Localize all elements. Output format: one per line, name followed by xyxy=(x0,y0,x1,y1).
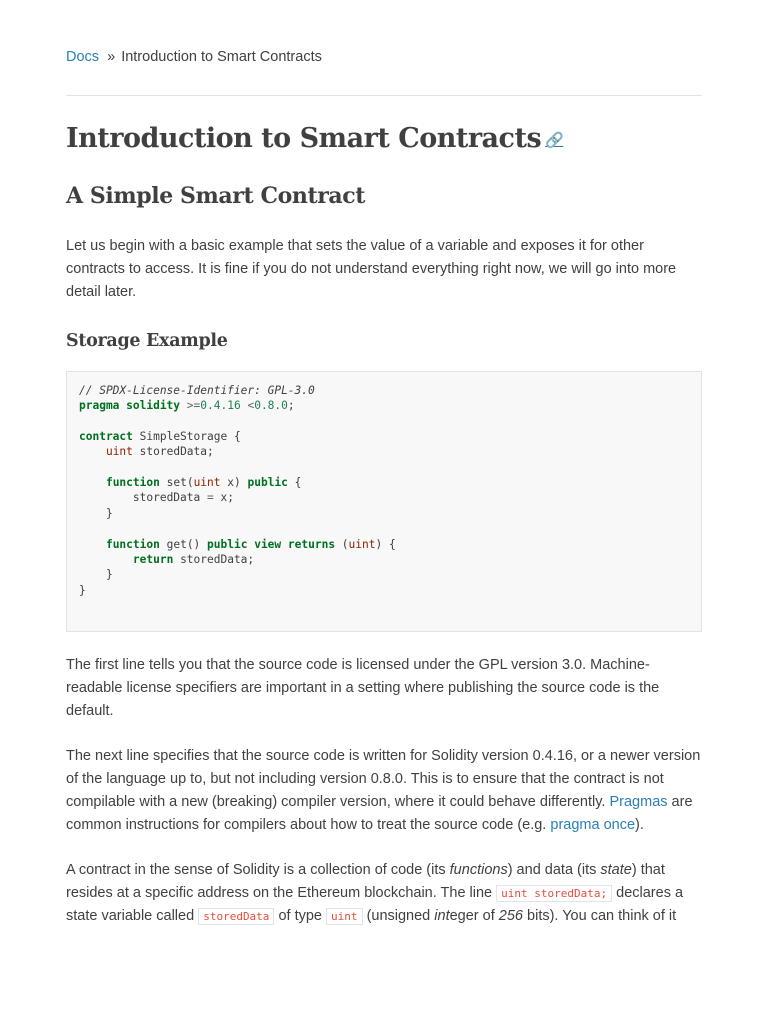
emphasis-functions: functions xyxy=(449,861,508,878)
code-keyword: function xyxy=(105,537,160,551)
code-keyword: public xyxy=(207,537,248,551)
code-operator: >= xyxy=(186,398,201,412)
page-title xyxy=(66,122,702,157)
headerlink-icon[interactable]: 🔗 xyxy=(545,130,564,149)
section-heading: A Simple Smart Contract xyxy=(66,182,366,209)
code-number: 0.4.16 xyxy=(200,398,241,412)
contract-paragraph-text: eger of xyxy=(449,907,495,924)
contract-paragraph-text: A contract in the sense of Solidity is a collection of code (its xyxy=(66,861,446,878)
inline-code-storeddata: storedData xyxy=(198,908,274,925)
contract-paragraph xyxy=(66,859,702,928)
code-keyword: contract xyxy=(79,429,133,443)
contract-paragraph-text: of type xyxy=(278,907,322,924)
code-comment: // SPDX-License-Identifier: GPL-3.0 xyxy=(79,383,315,397)
license-paragraph: The first line tells you that the source code is licensed under the GPL version 3.0. Machine-readable license specifiers are important in a setting where publishing the source code is the default. xyxy=(66,656,660,719)
contract-paragraph-text: ) that resides at a specific address on the Ethereum blockchain. The line xyxy=(66,861,665,901)
code-identifier: x xyxy=(220,491,228,505)
pragmas-link[interactable]: Pragmas xyxy=(609,793,668,810)
code-operator: = xyxy=(207,491,214,505)
code-keyword: view xyxy=(254,537,282,551)
code-identifier: storedData xyxy=(180,552,248,566)
contract-paragraph-text: bits). You can think of it xyxy=(527,907,677,924)
code-identifier: storedData xyxy=(132,491,201,505)
code-type: uint xyxy=(348,537,376,551)
contract-paragraph-text: (unsigned xyxy=(366,907,431,924)
pragma-paragraph xyxy=(66,745,702,837)
breadcrumb-current: Introduction to Smart Contracts xyxy=(121,49,322,65)
emphasis-256: 256 xyxy=(498,907,523,924)
pragma-once-link[interactable]: pragma once xyxy=(550,816,636,833)
inline-code-uint: uint xyxy=(326,908,363,925)
code-keyword: public xyxy=(247,475,288,489)
emphasis-state: state xyxy=(600,861,632,878)
breadcrumb xyxy=(66,0,702,75)
pragma-paragraph-mid: are common instructions for compilers about how to treat the source code (e.g. xyxy=(66,793,693,833)
code-identifier: SimpleStorage xyxy=(139,429,228,443)
code-number: 0.8.0 xyxy=(254,398,288,412)
code-pragma-keyword: pragma solidity xyxy=(79,398,181,412)
subsection-heading: Storage Example xyxy=(66,330,228,351)
contract-paragraph-text: declares a state variable called xyxy=(66,884,684,924)
page-title-text: Introduction to Smart Contracts xyxy=(66,123,542,154)
breadcrumb-separator: » xyxy=(107,49,116,65)
pragma-paragraph-end: ). xyxy=(635,816,644,833)
code-keyword: function xyxy=(105,475,160,489)
breadcrumb-docs-link[interactable]: Docs xyxy=(66,49,100,65)
breadcrumb-divider xyxy=(66,95,702,96)
intro-paragraph: Let us begin with a basic example that sets the value of a variable and exposes it for other contracts to access. It is fine if you do not understand everything right now, we will go into more detail later. xyxy=(66,237,677,300)
inline-code-uint-storeddata: uint storedData; xyxy=(496,885,612,902)
code-operator: < xyxy=(247,398,255,412)
contract-paragraph-text: ) and data (its xyxy=(507,861,597,878)
code-block[interactable] xyxy=(66,371,702,632)
code-identifier: set xyxy=(166,475,187,489)
code-type: uint xyxy=(105,445,133,459)
code-type: uint xyxy=(193,475,221,489)
emphasis-int: int xyxy=(434,907,450,924)
code-keyword: returns xyxy=(287,537,336,551)
code-identifier: x xyxy=(227,475,235,489)
code-listing: // SPDX-License-Identifier: GPL-3.0 pragma solidity >=0.4.16 <0.8.0; contract SimpleStorage { uint storedData; function set(uint x) public { storedData = x; } function get() public view returns (uint) { return storedData; } } xyxy=(79,383,396,597)
code-identifier: get xyxy=(166,537,187,551)
code-identifier: storedData xyxy=(139,445,208,459)
code-keyword: return xyxy=(132,552,174,566)
pragma-paragraph-text: The next line specifies that the source code is written for Solidity version 0.4.16, or a newer version of the language up to, but not including version 0.8.0. This is to ensure that the contract is not compilable with a new (breaking) compiler version, where it could behave differently. xyxy=(66,747,701,810)
